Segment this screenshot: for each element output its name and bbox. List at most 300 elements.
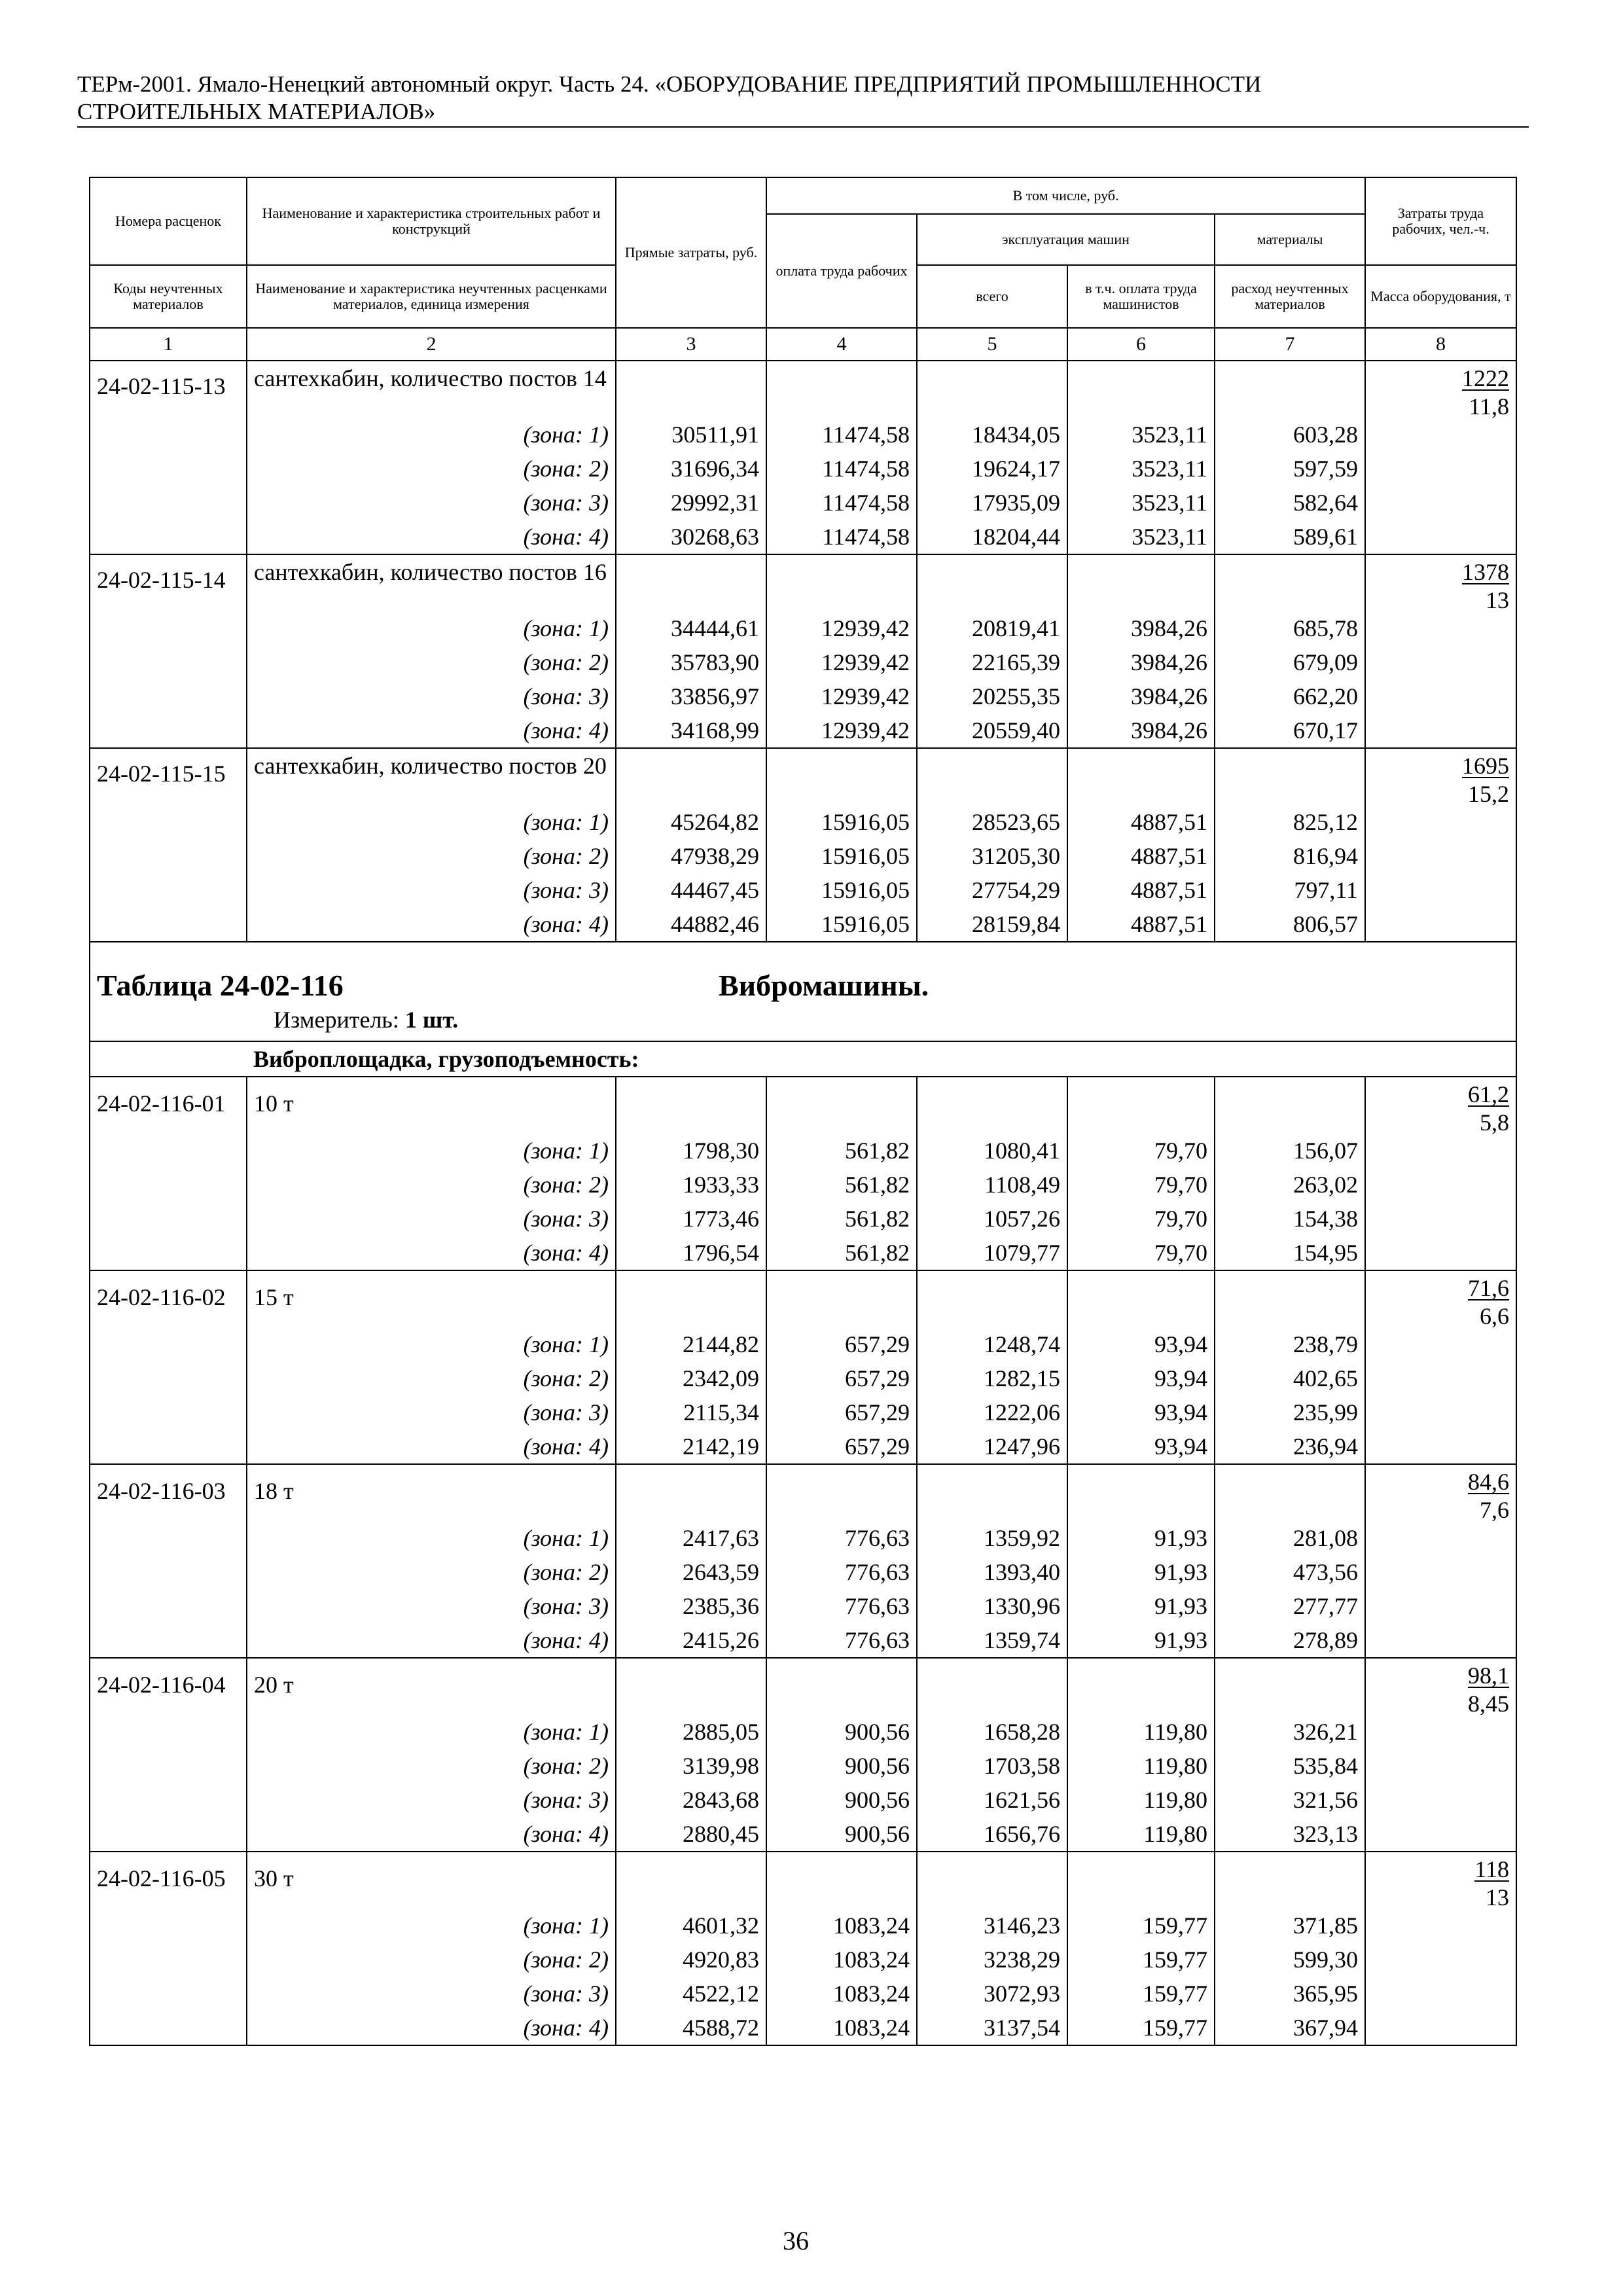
empty-cell [1215,748,1365,805]
materials-value: 597,59 [1215,452,1365,486]
rate-row [90,361,1516,418]
col-number: 6 [1067,328,1215,361]
col-number: 2 [247,328,616,361]
section-heading [90,942,1516,1041]
direct-costs-value: 35783,90 [616,645,766,679]
zone-label: (зона: 1) [247,1909,616,1943]
empty-cell [1365,839,1516,873]
empty-cell [90,645,247,679]
empty-cell [90,1327,247,1361]
materials-value: 582,64 [1215,486,1365,520]
worker-pay-value: 657,29 [766,1395,917,1429]
labor-costs-value: 118 [1474,1856,1510,1882]
empty-cell [90,1429,247,1464]
materials-value: 679,09 [1215,645,1365,679]
rates-table [89,177,1517,2046]
empty-cell [90,1168,247,1202]
labor-mass-fraction [1365,748,1516,805]
direct-costs-value: 1798,30 [616,1134,766,1168]
operator-pay-value: 3523,11 [1067,520,1215,554]
empty-cell [1365,1236,1516,1270]
rate-name: 20 т [247,1658,616,1715]
worker-pay-value: 15916,05 [766,907,917,942]
empty-cell [90,839,247,873]
empty-cell [1067,1270,1215,1327]
materials-value: 281,08 [1215,1521,1365,1555]
worker-pay-value: 561,82 [766,1168,917,1202]
empty-cell [1365,1715,1516,1749]
empty-cell [90,2011,247,2045]
equipment-mass-value: 6,6 [1480,1303,1510,1327]
subhead-empty [90,1041,247,1077]
zone-label: (зона: 4) [247,2011,616,2045]
empty-cell [90,1521,247,1555]
worker-pay-value: 12939,42 [766,713,917,748]
zone-label: (зона: 2) [247,839,616,873]
rate-row [90,748,1516,805]
operator-pay-value: 79,70 [1067,1202,1215,1236]
section-name: Вибромашины. [719,969,929,1002]
empty-cell [90,1361,247,1395]
direct-costs-value: 45264,82 [616,805,766,839]
worker-pay-value: 1083,24 [766,2011,917,2045]
zone-label: (зона: 1) [247,1521,616,1555]
machines-total-value: 28159,84 [917,907,1067,942]
zone-row [90,1715,1516,1749]
table-group-115 [90,361,1516,942]
rate-code: 24-02-115-13 [90,361,247,418]
empty-cell [1365,611,1516,645]
direct-costs-value: 29992,31 [616,486,766,520]
zone-row [90,1395,1516,1429]
operator-pay-value: 119,80 [1067,1817,1215,1852]
worker-pay-value: 12939,42 [766,645,917,679]
empty-cell [1215,1270,1365,1327]
machines-total-value: 1057,26 [917,1202,1067,1236]
operator-pay-value: 4887,51 [1067,839,1215,873]
empty-cell [90,1589,247,1623]
empty-cell [1365,1909,1516,1943]
empty-cell [1365,1817,1516,1852]
operator-pay-value: 91,93 [1067,1521,1215,1555]
worker-pay-value: 776,63 [766,1589,917,1623]
col-number: 5 [917,328,1067,361]
empty-cell [90,611,247,645]
empty-cell [90,1909,247,1943]
labor-costs-value: 71,6 [1468,1275,1510,1301]
operator-pay-value: 3984,26 [1067,713,1215,748]
operator-pay-value: 93,94 [1067,1395,1215,1429]
materials-value: 402,65 [1215,1361,1365,1395]
operator-pay-value: 91,93 [1067,1555,1215,1589]
labor-mass-fraction [1365,361,1516,418]
empty-cell [90,1202,247,1236]
rate-row [90,1464,1516,1521]
labor-costs-value: 1222 [1462,365,1510,391]
header-including: В том числе, руб. [766,177,1365,214]
materials-value: 236,94 [1215,1429,1365,1464]
empty-cell [1365,1783,1516,1817]
operator-pay-value: 3984,26 [1067,645,1215,679]
zone-label: (зона: 1) [247,1134,616,1168]
empty-cell [917,748,1067,805]
direct-costs-value: 2417,63 [616,1521,766,1555]
meter-value: 1 шт. [404,1007,459,1033]
operator-pay-value: 159,77 [1067,2011,1215,2045]
worker-pay-value: 900,56 [766,1817,917,1852]
direct-costs-value: 2643,59 [616,1555,766,1589]
materials-value: 238,79 [1215,1327,1365,1361]
empty-cell [917,554,1067,611]
worker-pay-value: 15916,05 [766,873,917,907]
direct-costs-value: 3139,98 [616,1749,766,1783]
section-meter [97,1005,1509,1034]
zone-row [90,1202,1516,1236]
equipment-mass-value: 11,8 [1469,393,1510,418]
materials-value: 685,78 [1215,611,1365,645]
operator-pay-value: 159,77 [1067,1943,1215,1977]
empty-cell [90,713,247,748]
worker-pay-value: 1083,24 [766,1909,917,1943]
empty-cell [1365,1977,1516,2011]
direct-costs-value: 2342,09 [616,1361,766,1395]
empty-cell [616,1658,766,1715]
zone-row [90,1817,1516,1852]
empty-cell [1215,1464,1365,1521]
header-work-name: Наименование и характеристика строительных работ и конструкций [247,177,616,265]
direct-costs-value: 2115,34 [616,1395,766,1429]
zone-label: (зона: 4) [247,713,616,748]
zone-label: (зона: 1) [247,805,616,839]
worker-pay-value: 657,29 [766,1361,917,1395]
empty-cell [1215,361,1365,418]
empty-cell [90,452,247,486]
empty-cell [1067,1852,1215,1909]
worker-pay-value: 900,56 [766,1715,917,1749]
empty-cell [1365,645,1516,679]
section-subhead: Виброплощадка, грузоподъемность: [247,1041,1516,1077]
zone-label: (зона: 2) [247,1943,616,1977]
labor-mass-fraction [1365,1852,1516,1909]
zone-row [90,873,1516,907]
direct-costs-value: 4522,12 [616,1977,766,2011]
empty-cell [616,748,766,805]
empty-cell [1365,520,1516,554]
section-title: Таблица 24-02-116 [97,969,344,1002]
worker-pay-value: 776,63 [766,1623,917,1658]
materials-value: 365,95 [1215,1977,1365,2011]
empty-cell [90,1783,247,1817]
equipment-mass-value: 5,8 [1480,1109,1510,1134]
zone-label: (зона: 3) [247,1977,616,2011]
direct-costs-value: 2144,82 [616,1327,766,1361]
col-number: 1 [90,328,247,361]
operator-pay-value: 3984,26 [1067,611,1215,645]
empty-cell [766,361,917,418]
header-operator-pay: в т.ч. оплата труда машинистов [1067,265,1215,328]
machines-total-value: 28523,65 [917,805,1067,839]
machines-total-value: 20559,40 [917,713,1067,748]
machines-total-value: 1703,58 [917,1749,1067,1783]
empty-cell [1215,554,1365,611]
materials-value: 154,95 [1215,1236,1365,1270]
worker-pay-value: 657,29 [766,1327,917,1361]
header-equipment-mass: Масса оборудования, т [1365,265,1516,328]
zone-label: (зона: 4) [247,520,616,554]
empty-cell [766,1270,917,1327]
zone-row [90,1521,1516,1555]
direct-costs-value: 2880,45 [616,1817,766,1852]
zone-label: (зона: 3) [247,679,616,713]
materials-value: 326,21 [1215,1715,1365,1749]
direct-costs-value: 31696,34 [616,452,766,486]
equipment-mass-value: 7,6 [1480,1497,1510,1521]
empty-cell [90,1623,247,1658]
direct-costs-value: 30511,91 [616,418,766,452]
direct-costs-value: 4601,32 [616,1909,766,1943]
materials-value: 599,30 [1215,1943,1365,1977]
machines-total-value: 27754,29 [917,873,1067,907]
materials-value: 589,61 [1215,520,1365,554]
header-rate-numbers: Номера расценок [90,177,247,265]
worker-pay-value: 900,56 [766,1783,917,1817]
zone-row [90,1134,1516,1168]
empty-cell [766,554,917,611]
labor-mass-fraction [1365,1464,1516,1521]
empty-cell [1365,1202,1516,1236]
direct-costs-value: 4920,83 [616,1943,766,1977]
empty-cell [1215,1077,1365,1134]
zone-row [90,1429,1516,1464]
empty-cell [1365,805,1516,839]
empty-cell [766,1077,917,1134]
empty-cell [90,1943,247,1977]
empty-cell [1365,418,1516,452]
machines-total-value: 20819,41 [917,611,1067,645]
machines-total-value: 1080,41 [917,1134,1067,1168]
zone-row [90,645,1516,679]
machines-total-value: 1658,28 [917,1715,1067,1749]
empty-cell [766,1658,917,1715]
labor-costs-value: 1695 [1462,753,1510,779]
direct-costs-value: 44467,45 [616,873,766,907]
labor-costs-value: 84,6 [1468,1469,1510,1495]
materials-value: 825,12 [1215,805,1365,839]
machines-total-value: 1222,06 [917,1395,1067,1429]
zone-label: (зона: 3) [247,1202,616,1236]
header-worker-pay: оплата труда рабочих [766,214,917,328]
worker-pay-value: 12939,42 [766,679,917,713]
zone-label: (зона: 2) [247,1555,616,1589]
worker-pay-value: 1083,24 [766,1977,917,2011]
materials-value: 278,89 [1215,1623,1365,1658]
direct-costs-value: 1773,46 [616,1202,766,1236]
zone-row [90,1623,1516,1658]
empty-cell [1365,907,1516,942]
zone-label: (зона: 1) [247,1327,616,1361]
materials-value: 535,84 [1215,1749,1365,1783]
empty-cell [90,907,247,942]
worker-pay-value: 776,63 [766,1555,917,1589]
machines-total-value: 3072,93 [917,1977,1067,2011]
zone-row [90,1783,1516,1817]
zone-row [90,418,1516,452]
rate-row [90,1077,1516,1134]
rate-name: 10 т [247,1077,616,1134]
machines-total-value: 18204,44 [917,520,1067,554]
empty-cell [90,1715,247,1749]
machines-total-value: 1247,96 [917,1429,1067,1464]
direct-costs-value: 2142,19 [616,1429,766,1464]
empty-cell [766,1852,917,1909]
operator-pay-value: 119,80 [1067,1715,1215,1749]
empty-cell [90,1555,247,1589]
machines-total-value: 1282,15 [917,1361,1067,1395]
operator-pay-value: 79,70 [1067,1236,1215,1270]
machines-total-value: 1359,92 [917,1521,1067,1555]
zone-row [90,1361,1516,1395]
empty-cell [90,873,247,907]
machines-total-value: 1359,74 [917,1623,1067,1658]
empty-cell [1067,1658,1215,1715]
materials-value: 367,94 [1215,2011,1365,2045]
table-group-116 [90,1077,1516,2045]
direct-costs-value: 47938,29 [616,839,766,873]
rate-name: 15 т [247,1270,616,1327]
machines-total-value: 22165,39 [917,645,1067,679]
operator-pay-value: 119,80 [1067,1783,1215,1817]
operator-pay-value: 3984,26 [1067,679,1215,713]
worker-pay-value: 12939,42 [766,611,917,645]
materials-value: 235,99 [1215,1395,1365,1429]
empty-cell [917,1270,1067,1327]
empty-cell [1365,1749,1516,1783]
rate-code: 24-02-116-05 [90,1852,247,1909]
zone-row [90,611,1516,645]
header-material-codes: Коды неучтенных материалов [90,265,247,328]
empty-cell [1365,1395,1516,1429]
col-number: 3 [616,328,766,361]
empty-cell [1365,1361,1516,1395]
zone-row [90,805,1516,839]
zone-row [90,839,1516,873]
operator-pay-value: 3523,11 [1067,418,1215,452]
empty-cell [1365,1521,1516,1555]
operator-pay-value: 93,94 [1067,1429,1215,1464]
empty-cell [1365,713,1516,748]
operator-pay-value: 3523,11 [1067,486,1215,520]
direct-costs-value: 1933,33 [616,1168,766,1202]
table-header [90,177,1516,361]
zone-label: (зона: 3) [247,873,616,907]
empty-cell [1365,486,1516,520]
meter-label: Измеритель: [274,1007,405,1033]
direct-costs-value: 2885,05 [616,1715,766,1749]
header-machine-operation: эксплуатация машин [917,214,1215,265]
equipment-mass-value: 15,2 [1468,781,1510,805]
rate-code: 24-02-115-14 [90,554,247,611]
worker-pay-value: 15916,05 [766,805,917,839]
zone-row [90,713,1516,748]
empty-cell [1365,873,1516,907]
zone-label: (зона: 1) [247,418,616,452]
operator-pay-value: 93,94 [1067,1361,1215,1395]
materials-value: 321,56 [1215,1783,1365,1817]
rate-row [90,554,1516,611]
col-number: 8 [1365,328,1516,361]
rate-code: 24-02-115-15 [90,748,247,805]
empty-cell [917,1852,1067,1909]
zone-label: (зона: 4) [247,1817,616,1852]
empty-cell [90,679,247,713]
empty-cell [1365,2011,1516,2045]
empty-cell [616,1077,766,1134]
empty-cell [766,1464,917,1521]
page-number: 36 [783,2226,809,2255]
empty-cell [1365,1555,1516,1589]
header-line-2: СТРОИТЕЛЬНЫХ МАТЕРИАЛОВ» [77,99,436,124]
empty-cell [917,1077,1067,1134]
labor-costs-value: 1378 [1462,559,1510,585]
operator-pay-value: 119,80 [1067,1749,1215,1783]
direct-costs-value: 34168,99 [616,713,766,748]
worker-pay-value: 657,29 [766,1429,917,1464]
operator-pay-value: 159,77 [1067,1909,1215,1943]
zone-row [90,1977,1516,2011]
empty-cell [90,520,247,554]
empty-cell [616,1852,766,1909]
zone-label: (зона: 4) [247,1623,616,1658]
materials-value: 662,20 [1215,679,1365,713]
empty-cell [1067,361,1215,418]
direct-costs-value: 1796,54 [616,1236,766,1270]
empty-cell [1067,1464,1215,1521]
operator-pay-value: 93,94 [1067,1327,1215,1361]
labor-costs-value: 98,1 [1468,1662,1510,1689]
header-direct-costs: Прямые затраты, руб. [616,177,766,328]
header-materials: материалы [1215,214,1365,265]
machines-total-value: 17935,09 [917,486,1067,520]
equipment-mass-value: 13 [1486,1884,1510,1909]
materials-value: 156,07 [1215,1134,1365,1168]
zone-row [90,1943,1516,1977]
labor-mass-fraction [1365,1658,1516,1715]
direct-costs-value: 33856,97 [616,679,766,713]
empty-cell [1067,554,1215,611]
header-material-names: Наименование и характеристика неучтенных расценками материалов, единица измерения [247,265,616,328]
operator-pay-value: 3523,11 [1067,452,1215,486]
header-machines-total: всего [917,265,1067,328]
machines-total-value: 3137,54 [917,2011,1067,2045]
labor-costs-value: 61,2 [1468,1081,1510,1107]
machines-total-value: 1656,76 [917,1817,1067,1852]
rate-name: сантехкабин, количество постов 16 [247,554,616,611]
table-section [90,942,1516,1077]
rate-name: 18 т [247,1464,616,1521]
machines-total-value: 1108,49 [917,1168,1067,1202]
header-labor-costs: Затраты труда рабочих, чел.-ч. [1365,177,1516,265]
zone-label: (зона: 3) [247,486,616,520]
empty-cell [616,1464,766,1521]
header-line-1: ТЕРм-2001. Ямало-Ненецкий автономный округ. Часть 24. «ОБОРУДОВАНИЕ ПРЕДПРИЯТИЙ ПРОМЫШЛЕННОСТИ [77,71,1262,97]
zone-row [90,1909,1516,1943]
zone-label: (зона: 1) [247,611,616,645]
machines-total-value: 19624,17 [917,452,1067,486]
zone-label: (зона: 2) [247,1749,616,1783]
zone-row [90,2011,1516,2045]
zone-row [90,1555,1516,1589]
worker-pay-value: 776,63 [766,1521,917,1555]
